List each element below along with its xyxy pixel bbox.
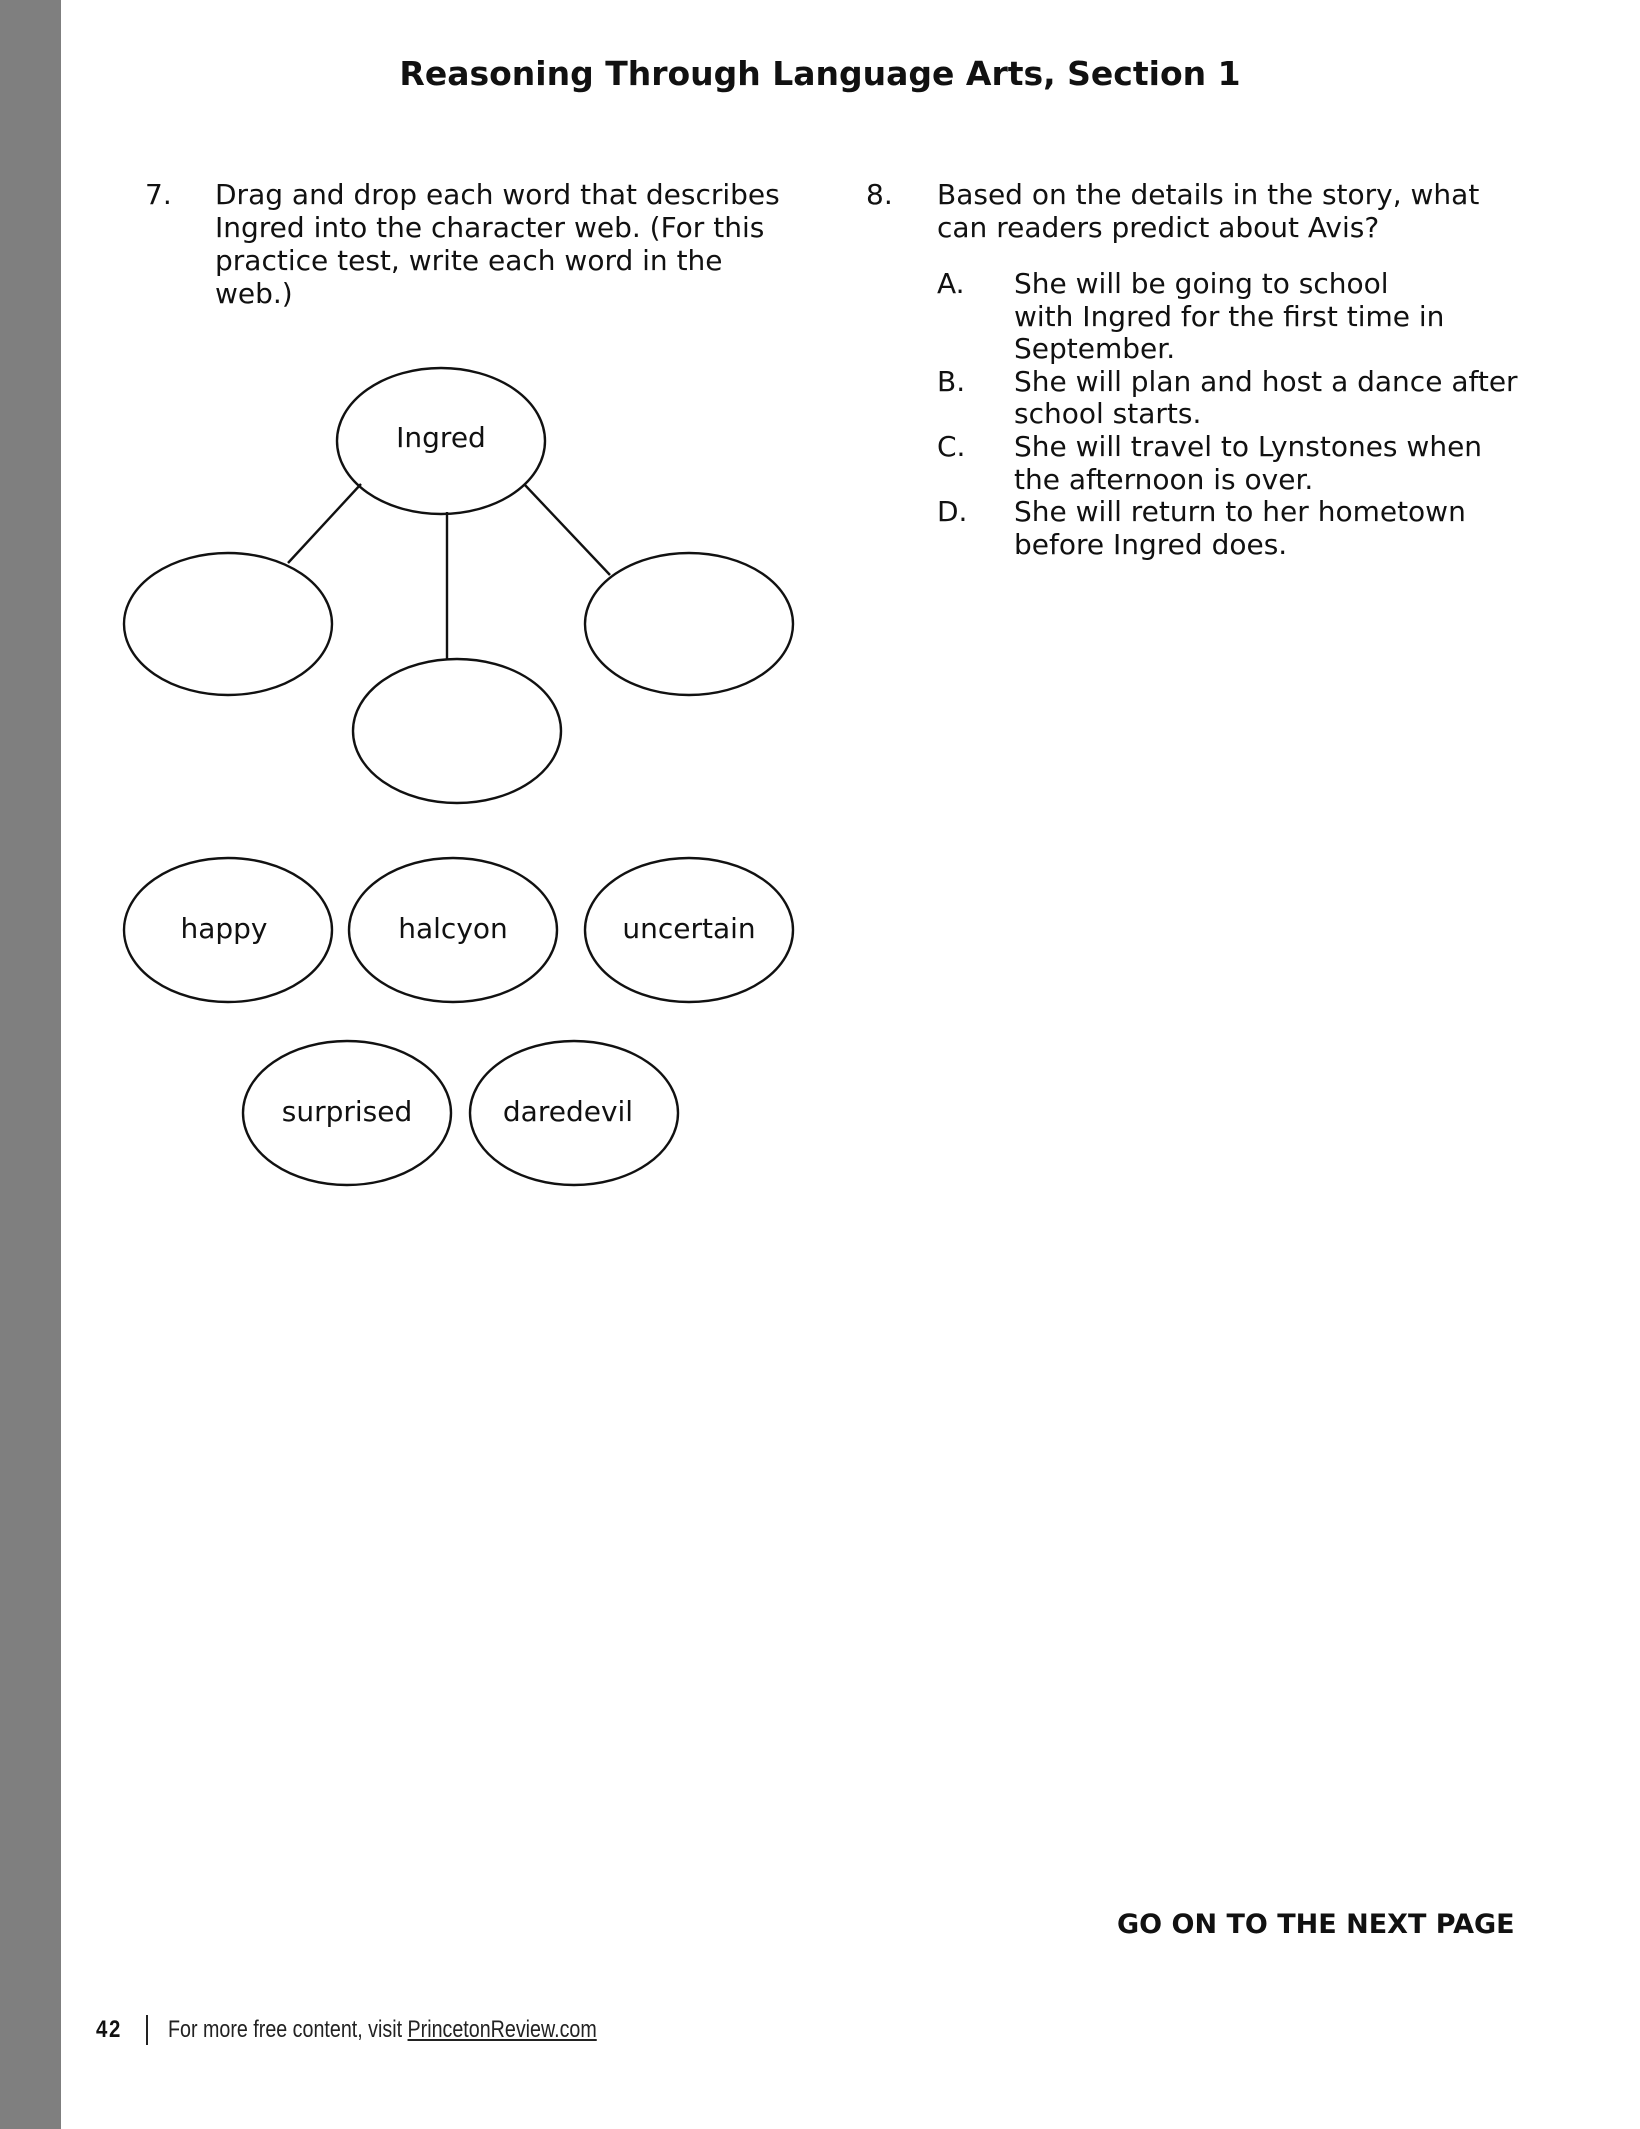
web-empty-slot-middle[interactable] <box>353 659 561 803</box>
choice-letter: D. <box>937 495 968 529</box>
answer-choices <box>937 268 1577 561</box>
answer-choice-a[interactable] <box>937 268 1577 366</box>
go-next-page-notice: GO ON TO THE NEXT PAGE <box>1117 1909 1515 1940</box>
choice-line: with Ingred for the first time in <box>1014 299 1445 333</box>
prompt-line: web.) <box>215 277 293 310</box>
word-label-uncertain[interactable]: uncertain <box>622 912 756 945</box>
choice-line: the afternoon is over. <box>1014 462 1314 496</box>
choice-line: September. <box>1014 332 1176 366</box>
page-title: Reasoning Through Language Arts, Section 1 <box>399 54 1241 93</box>
choice-letter: C. <box>937 429 966 463</box>
footer-promo: For more free content, visit <box>168 2016 408 2043</box>
web-empty-slot-left[interactable] <box>124 553 332 695</box>
choice-line: She will return to her hometown <box>1014 495 1466 529</box>
web-connector-left <box>288 484 361 563</box>
choice-line: She will plan and host a dance after <box>1014 364 1518 398</box>
prompt-line: practice test, write each word in the <box>215 244 723 277</box>
question-number: 8. <box>866 178 893 211</box>
word-label-halcyon[interactable]: halcyon <box>398 912 508 945</box>
footer-text <box>168 2016 597 2044</box>
center-label: Ingred <box>396 421 486 454</box>
prompt-line: can readers predict about Avis? <box>937 211 1380 244</box>
answer-choice-c[interactable] <box>937 431 1577 496</box>
web-connector-right <box>524 484 610 575</box>
footer-link[interactable]: PrincetonReview.com <box>407 2016 597 2043</box>
word-label-happy[interactable]: happy <box>180 912 268 945</box>
prompt-line: Drag and drop each word that describes <box>215 178 780 211</box>
choice-line: She will travel to Lynstones when <box>1014 429 1483 463</box>
footer-divider <box>146 2015 148 2045</box>
page-number: 42 <box>96 2016 123 2043</box>
question-8 <box>866 178 1556 244</box>
web-empty-slot-right[interactable] <box>585 553 793 695</box>
prompt-line: Based on the details in the story, what <box>937 178 1480 211</box>
word-label-surprised[interactable]: surprised <box>281 1095 413 1128</box>
choice-letter: A. <box>937 267 965 300</box>
choice-letter: B. <box>937 364 966 398</box>
choice-line: before Ingred does. <box>1014 527 1288 561</box>
question-number: 7. <box>145 178 172 211</box>
prompt-line: Ingred into the character web. (For this <box>215 211 765 244</box>
answer-choice-b[interactable] <box>937 366 1577 431</box>
choice-line: She will be going to school <box>1014 267 1389 300</box>
word-label-daredevil[interactable]: daredevil <box>502 1095 634 1128</box>
question-prompt <box>937 178 1556 244</box>
page-footer <box>96 2010 691 2050</box>
choice-line: school starts. <box>1014 397 1202 431</box>
answer-choice-d[interactable] <box>937 496 1577 561</box>
